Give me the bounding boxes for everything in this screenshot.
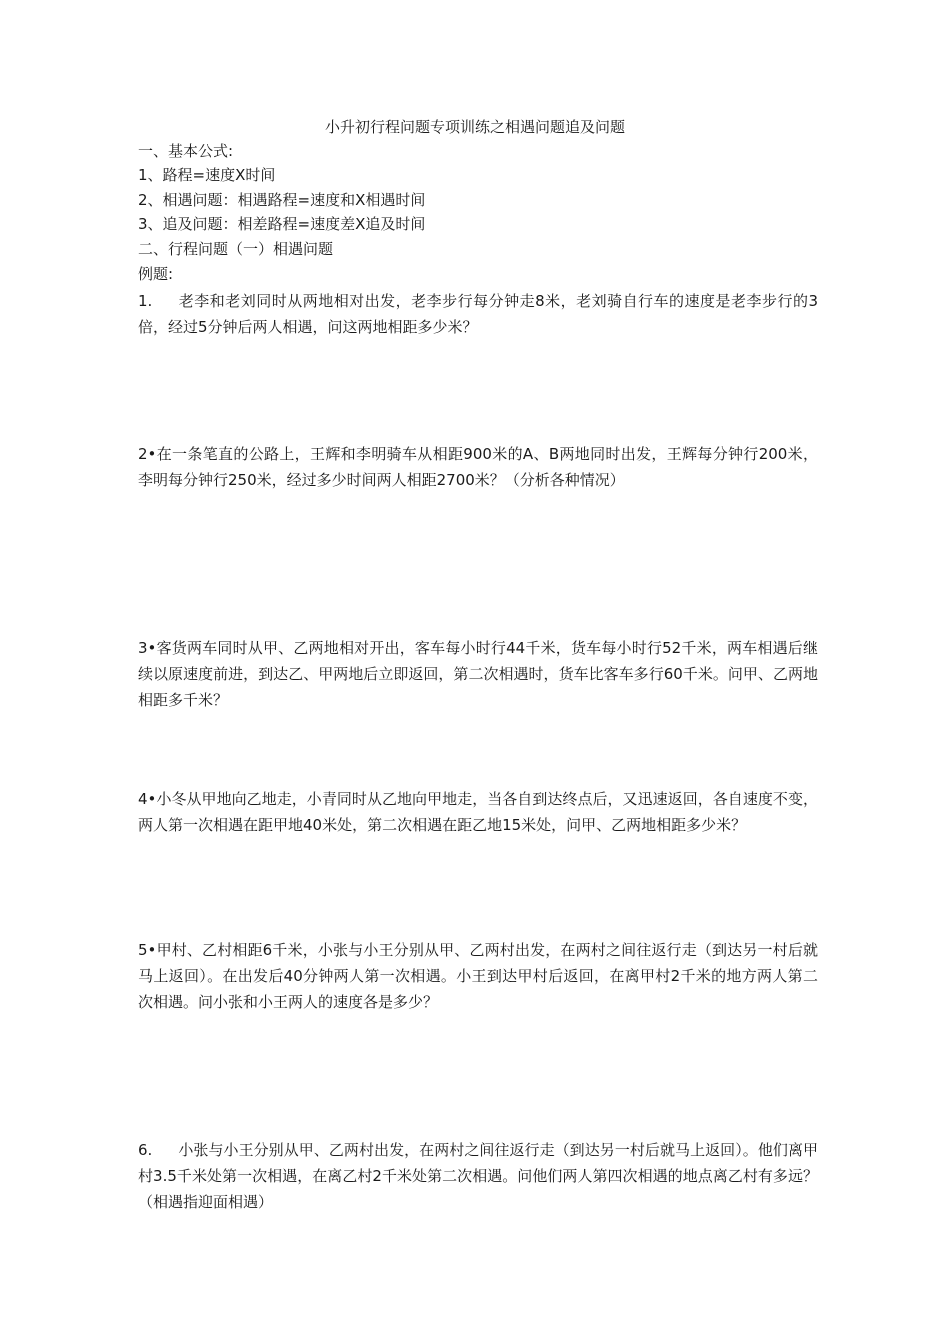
problem-text: 客货两车同时从甲、乙两地相对开出，客车每小时行44千米，货车每小时行52千米，两车相遇后继续以原速度前进，到达乙、甲两地后立即返回，第二次相遇时，货车比客车多行60千米。问甲、乙两地相距多千米？ <box>138 639 818 709</box>
formula-meeting: 2、相遇问题：相遇路程=速度和X相遇时间 <box>138 191 426 209</box>
problem-1 <box>138 288 818 340</box>
problem-5 <box>138 937 818 1015</box>
problem-number: 6. <box>138 1141 153 1159</box>
problem-number: 5• <box>138 941 157 959</box>
examples-label: 例题: <box>138 265 174 283</box>
problem-text: 在一条笔直的公路上，王辉和李明骑车从相距900米的A、B两地同时出发，王辉每分钟行200米，李明每分钟行250米，经过多少时间两人相距2700米？（分析各种情况） <box>138 445 818 489</box>
problem-2 <box>138 441 818 493</box>
section-heading-basic-formulas: 一、基本公式: <box>138 142 234 160</box>
problem-4 <box>138 786 818 838</box>
problem-number: 3• <box>138 639 157 657</box>
problem-text: 小冬从甲地向乙地走，小青同时从乙地向甲地走，当各自到达终点后，又迅速返回，各自速度不变，两人第一次相遇在距甲地40米处，第二次相遇在距乙地15米处，问甲、乙两地相距多少米？ <box>138 790 818 834</box>
problem-number: 1. <box>138 292 153 310</box>
problem-number: 2• <box>138 445 157 463</box>
section-heading-meeting-problems: 二、行程问题（一）相遇问题 <box>138 240 334 258</box>
formula-distance: 1、路程=速度X时间 <box>138 166 276 184</box>
formula-chasing: 3、追及问题：相差路程=速度差X追及时间 <box>138 215 426 233</box>
problem-3 <box>138 635 818 713</box>
problem-number: 4• <box>138 790 157 808</box>
problem-text: 老李和老刘同时从两地相对出发，老李步行每分钟走8米，老刘骑自行车的速度是老李步行的3倍，经过5分钟后两人相遇，问这两地相距多少米？ <box>138 292 818 336</box>
problem-text: 甲村、乙村相距6千米，小张与小王分别从甲、乙两村出发，在两村之间往返行走（到达另一村后就马上返回）。在出发后40分钟两人第一次相遇。小王到达甲村后返回，在离甲村2千米的地方两人第二次相遇。问小张和小王两人的速度各是多少？ <box>138 941 818 1011</box>
problem-text: 小张与小王分别从甲、乙两村出发，在两村之间往返行走（到达另一村后就马上返回）。他们离甲村3.5千米处第一次相遇，在离乙村2千米处第二次相遇。问他们两人第四次相遇的地点离乙村有多远？（相遇指迎面相遇） <box>138 1141 818 1211</box>
problem-6 <box>138 1137 818 1215</box>
document-title: 小升初行程问题专项训练之相遇问题追及问题 <box>324 118 625 136</box>
